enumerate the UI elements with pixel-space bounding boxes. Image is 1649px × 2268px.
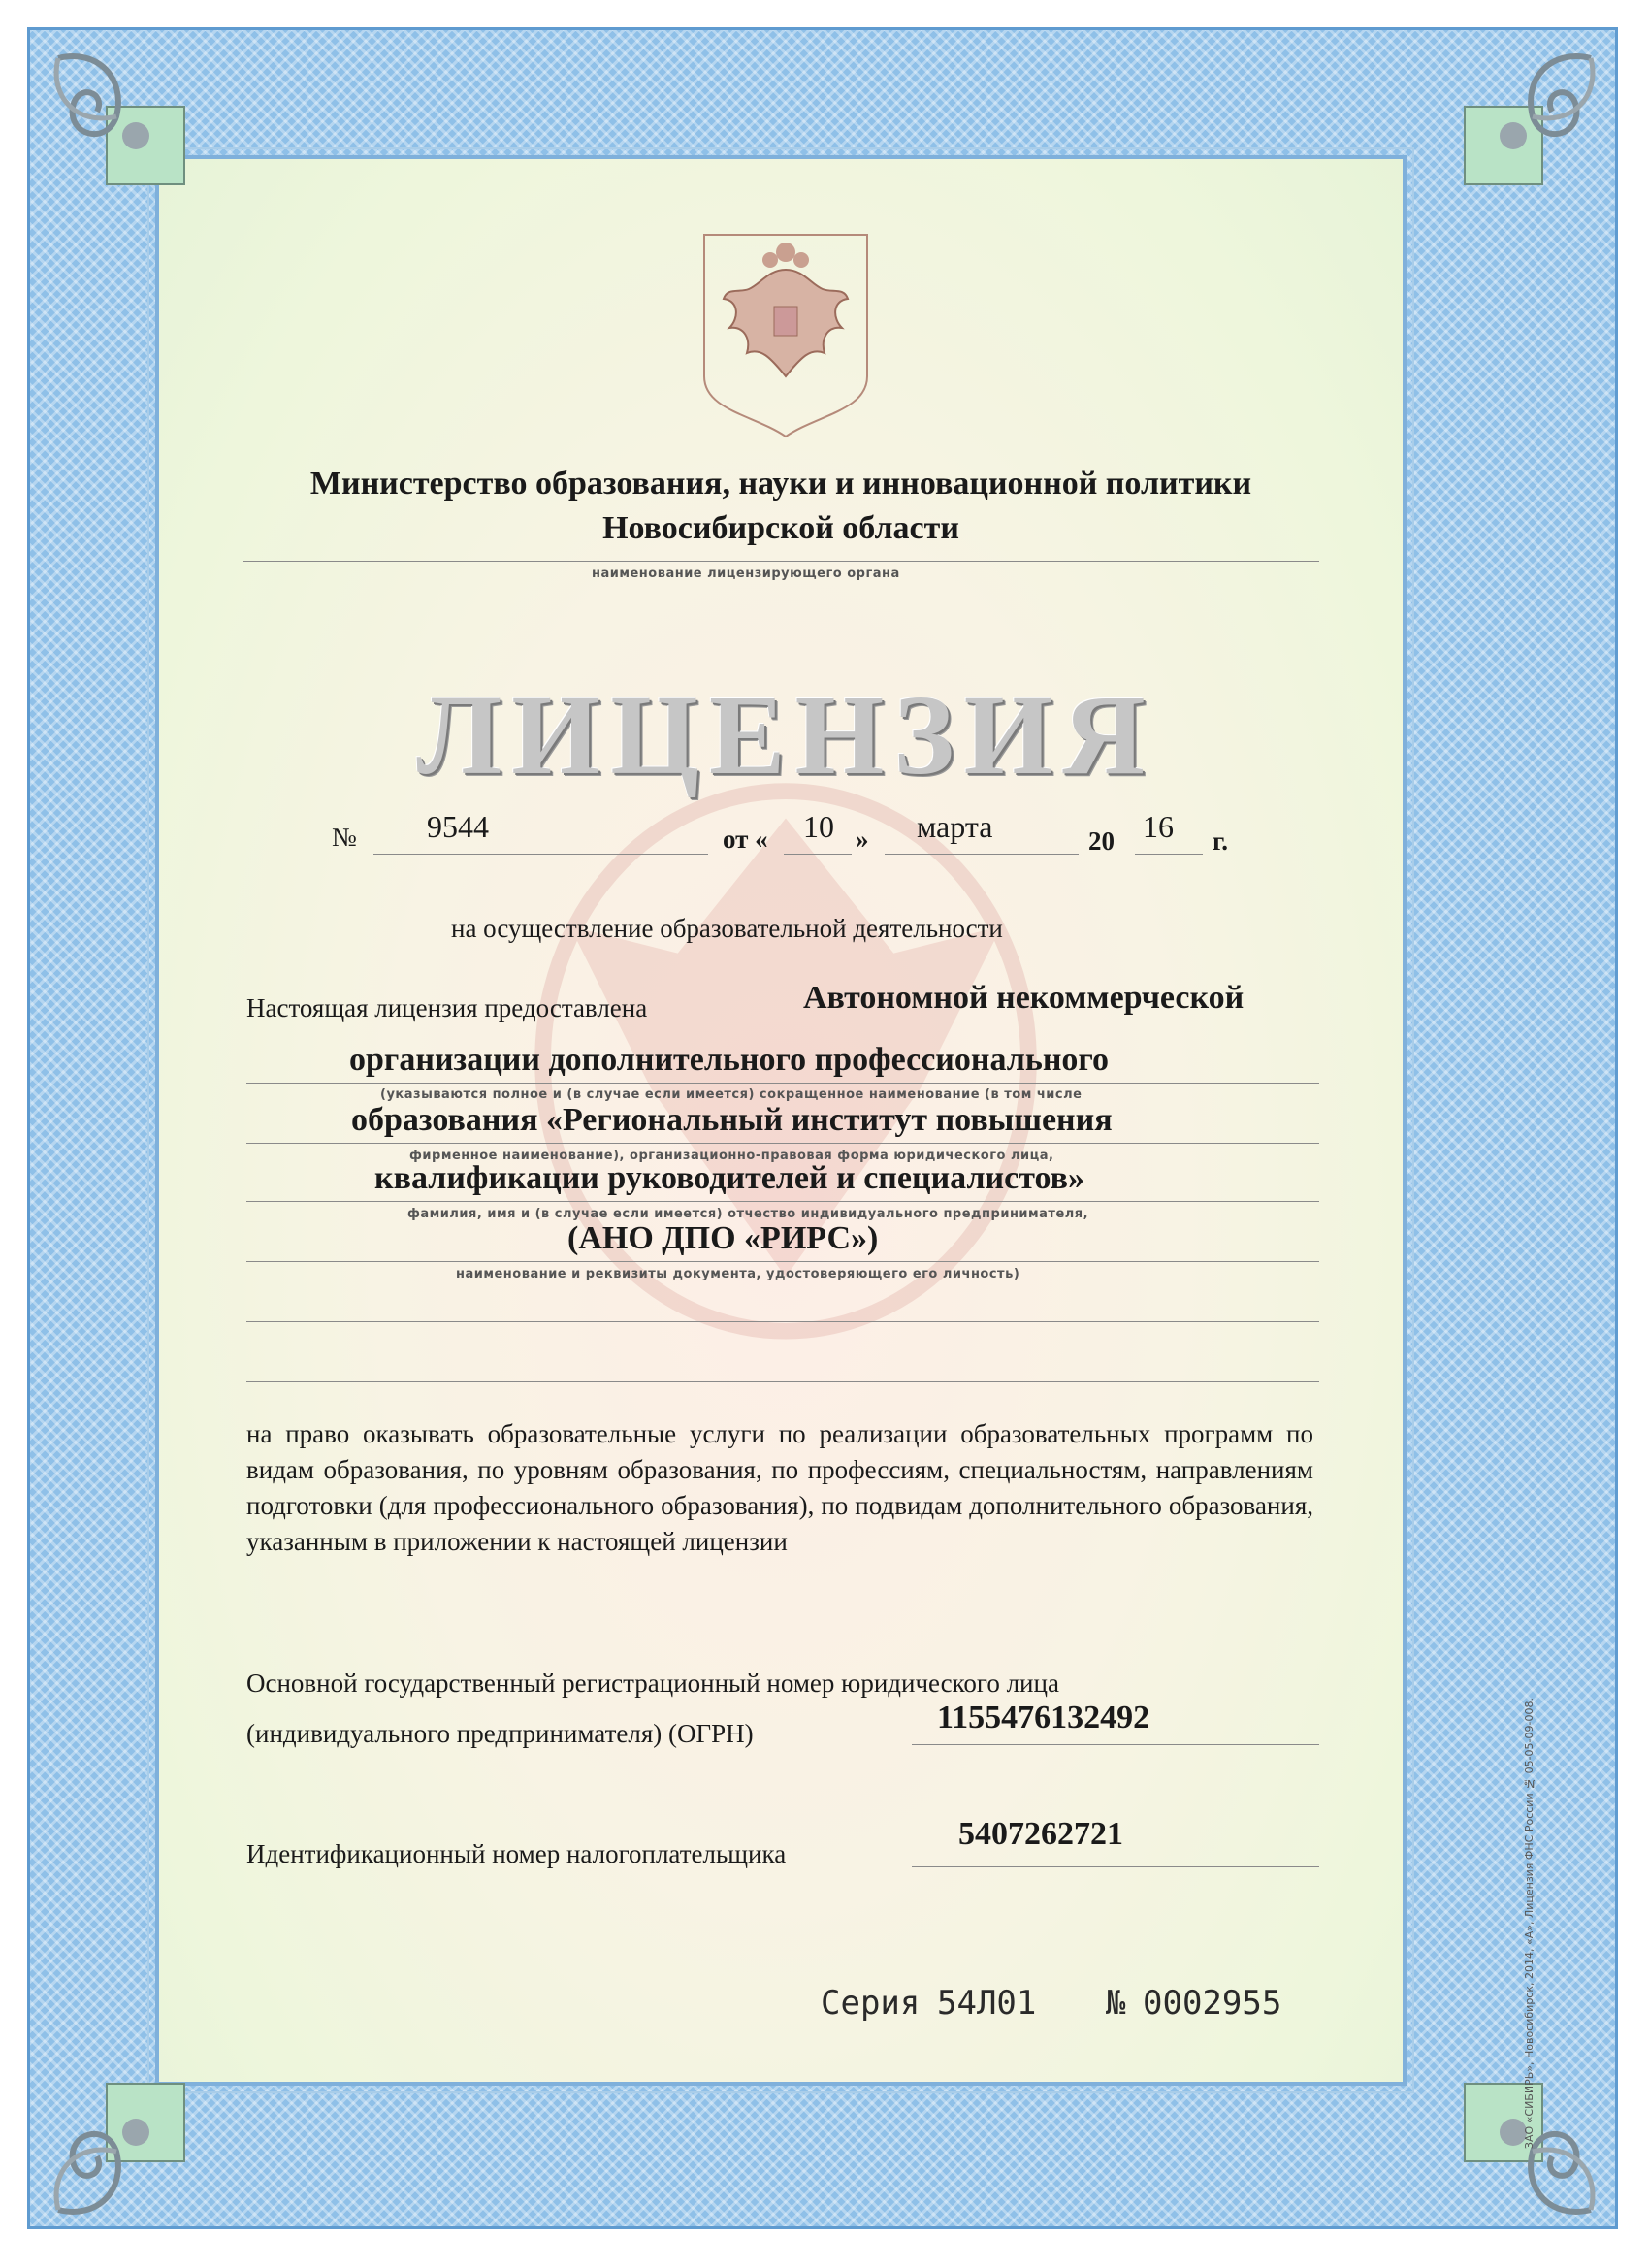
number-label: №	[332, 823, 357, 852]
page-title: ЛИЦЕНЗИЯ	[416, 671, 1155, 798]
grantee-line-4: квалификации руководителей и специалистов»	[374, 1160, 1084, 1196]
grantee-underline-2	[246, 1083, 1319, 1084]
year-prefix: 20	[1088, 826, 1115, 856]
quote-close: »	[856, 825, 869, 854]
authority-line-1: Министерство образования, науки и инновационной политики	[309, 466, 1252, 502]
license-month: марта	[917, 809, 993, 844]
grantee-hint-1: (указываются полное и (в случае если имеется) сокращенное наименование (в том числе	[380, 1087, 1083, 1102]
grantee-hint-2: фирменное наименование), организационно-правовая форма юридического лица,	[409, 1149, 1054, 1163]
corner-ornament-icon	[39, 2045, 223, 2229]
coat-of-arms-icon	[700, 231, 871, 440]
inn-value: 5407262721	[958, 1816, 1123, 1852]
activity-text: на осуществление образовательной деятельности	[451, 914, 1003, 943]
year-underline	[1135, 854, 1203, 855]
authority-line-2: Новосибирской области	[602, 510, 959, 546]
license-year: 16	[1143, 809, 1174, 844]
year-mark: г.	[1212, 826, 1228, 856]
series-value: 54Л01	[937, 1984, 1037, 2023]
rights-paragraph: на право оказывать образовательные услуги по реализации образовательных программ по видам образования, по уровням образования, по профессиям, специальностям, направлениям подготовки (для профессионального образования), по подвидам дополнительного образования, указанным в приложении к настоящей лицензии	[246, 1419, 1313, 1556]
ogrn-value: 1155476132492	[937, 1700, 1150, 1735]
blank-underline-1	[246, 1321, 1319, 1322]
series-label: Серия	[821, 1984, 921, 2023]
series-number-label: №	[1106, 1984, 1126, 2023]
corner-ornament-icon	[39, 39, 223, 223]
corner-ornament-icon	[1426, 2045, 1610, 2229]
day-underline	[784, 854, 852, 855]
grantee-hint-3: фамилия, имя и (в случае если имеется) отчество индивидуального предпринимателя,	[407, 1207, 1089, 1221]
printer-note: ЗАО «СИБИРЬ», Новосибирск, 2014, «А», Лицензия ФНС России № 05-05-09-008.	[1523, 1698, 1536, 2150]
grantee-line-2: организации дополнительного профессионального	[349, 1042, 1110, 1078]
license-number: 9544	[427, 809, 489, 844]
authority-underline	[242, 561, 1319, 562]
corner-ornament-icon	[1426, 39, 1610, 223]
grantee-line-3: образования «Региональный институт повышения	[351, 1102, 1113, 1138]
ogrn-label-1: Основной государственный регистрационный номер юридического лица	[246, 1669, 1059, 1698]
blank-underline-2	[246, 1381, 1319, 1382]
series-number: 0002955	[1143, 1984, 1282, 2023]
number-underline	[373, 854, 708, 855]
grantee-hint-4: наименование и реквизиты документа, удостоверяющего его личность)	[456, 1267, 1020, 1281]
grantee-label: Настоящая лицензия предоставлена	[246, 993, 648, 1022]
grantee-underline-5	[246, 1261, 1319, 1262]
ogrn-underline	[912, 1744, 1319, 1745]
inn-label: Идентификационный номер налогоплательщика	[246, 1839, 787, 1868]
inn-underline	[912, 1866, 1319, 1867]
authority-hint: наименование лицензирующего органа	[592, 567, 900, 581]
from-label: от «	[723, 825, 768, 854]
license-day: 10	[803, 809, 834, 844]
ogrn-label-2: (индивидуального предпринимателя) (ОГРН)	[246, 1719, 754, 1748]
grantee-underline-4	[246, 1201, 1319, 1202]
grantee-line-5: (АНО ДПО «РИРС»)	[567, 1220, 879, 1256]
month-underline	[885, 854, 1079, 855]
grantee-line-1: Автономной некоммерческой	[803, 980, 1245, 1016]
grantee-underline-3	[246, 1143, 1319, 1144]
